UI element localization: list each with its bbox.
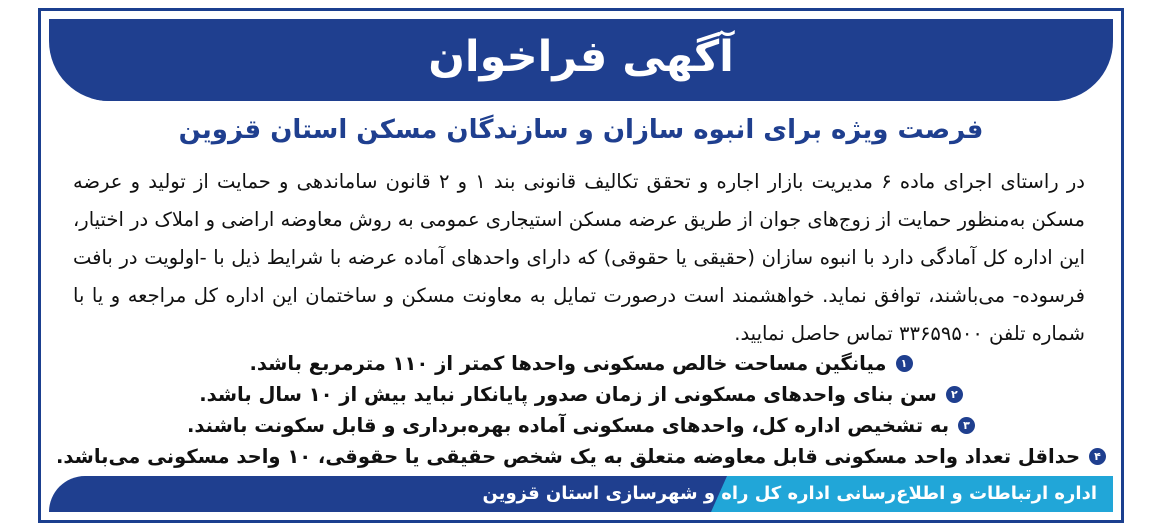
conditions-list [41, 348, 1121, 472]
condition-text: میانگین مساحت خالص مسکونی واحدها کمتر از ۱۱۰ مترمربع باشد. [249, 352, 887, 375]
page-title: آگهی فراخوان [428, 31, 734, 82]
header-banner [49, 19, 1113, 101]
footer-banner [49, 476, 1113, 512]
advertisement-card [38, 8, 1124, 523]
list-item [41, 410, 1121, 441]
footer-text: اداره ارتباطات و اطلاع‌رسانی اداره کل راه و شهرسازی استان قزوین [482, 483, 1097, 504]
subtitle: فرصت ویژه برای انبوه سازان و سازندگان مسکن استان قزوین [178, 115, 984, 145]
body-paragraph: در راستای اجرای ماده ۶ مدیریت بازار اجاره و تحقق تکالیف قانونی بند ۱ و ۲ قانون ساماندهی و حمایت از تولید و عرضه مسکن به‌منظور حمایت از زوج‌های جوان از طریق عرضه مسکن استیجاری عمومی به روش معاوضه اراضی و املاک در اختیار، این اداره کل آمادگی دارد با انبوه سازان (حقیقی یا حقوقی) که دارای واحدهای آماده عرضه با شرایط ذیل با -اولویت در بافت فرسوده- می‌باشند، توافق نماید. خواهشمند است درصورت تمایل به معاونت مسکن و ساختمان این اداره کل مراجعه و یا با شماره تلفن ۳۳۶۵۹۵۰۰ تماس حاصل نمایید. [73, 170, 1085, 346]
condition-text: به تشخیص اداره کل، واحدهای مسکونی آماده بهره‌برداری و قابل سکونت باشند. [187, 414, 950, 437]
condition-text: سن بنای واحدهای مسکونی از زمان صدور پایانکار نباید بیش از ۱۰ سال باشد. [199, 383, 937, 406]
list-item [41, 441, 1121, 472]
condition-text: حداقل تعداد واحد مسکونی قابل معاوضه متعلق به یک شخص حقیقی یا حقوقی، ۱۰ واحد مسکونی می‌باشد. [55, 445, 1081, 468]
bullet-number-icon: ۳ [958, 417, 975, 434]
bullet-number-icon: ۲ [946, 386, 963, 403]
bullet-number-icon: ۴ [1089, 448, 1106, 465]
list-item [41, 348, 1121, 379]
list-item [41, 379, 1121, 410]
bullet-number-icon: ۱ [896, 355, 913, 372]
